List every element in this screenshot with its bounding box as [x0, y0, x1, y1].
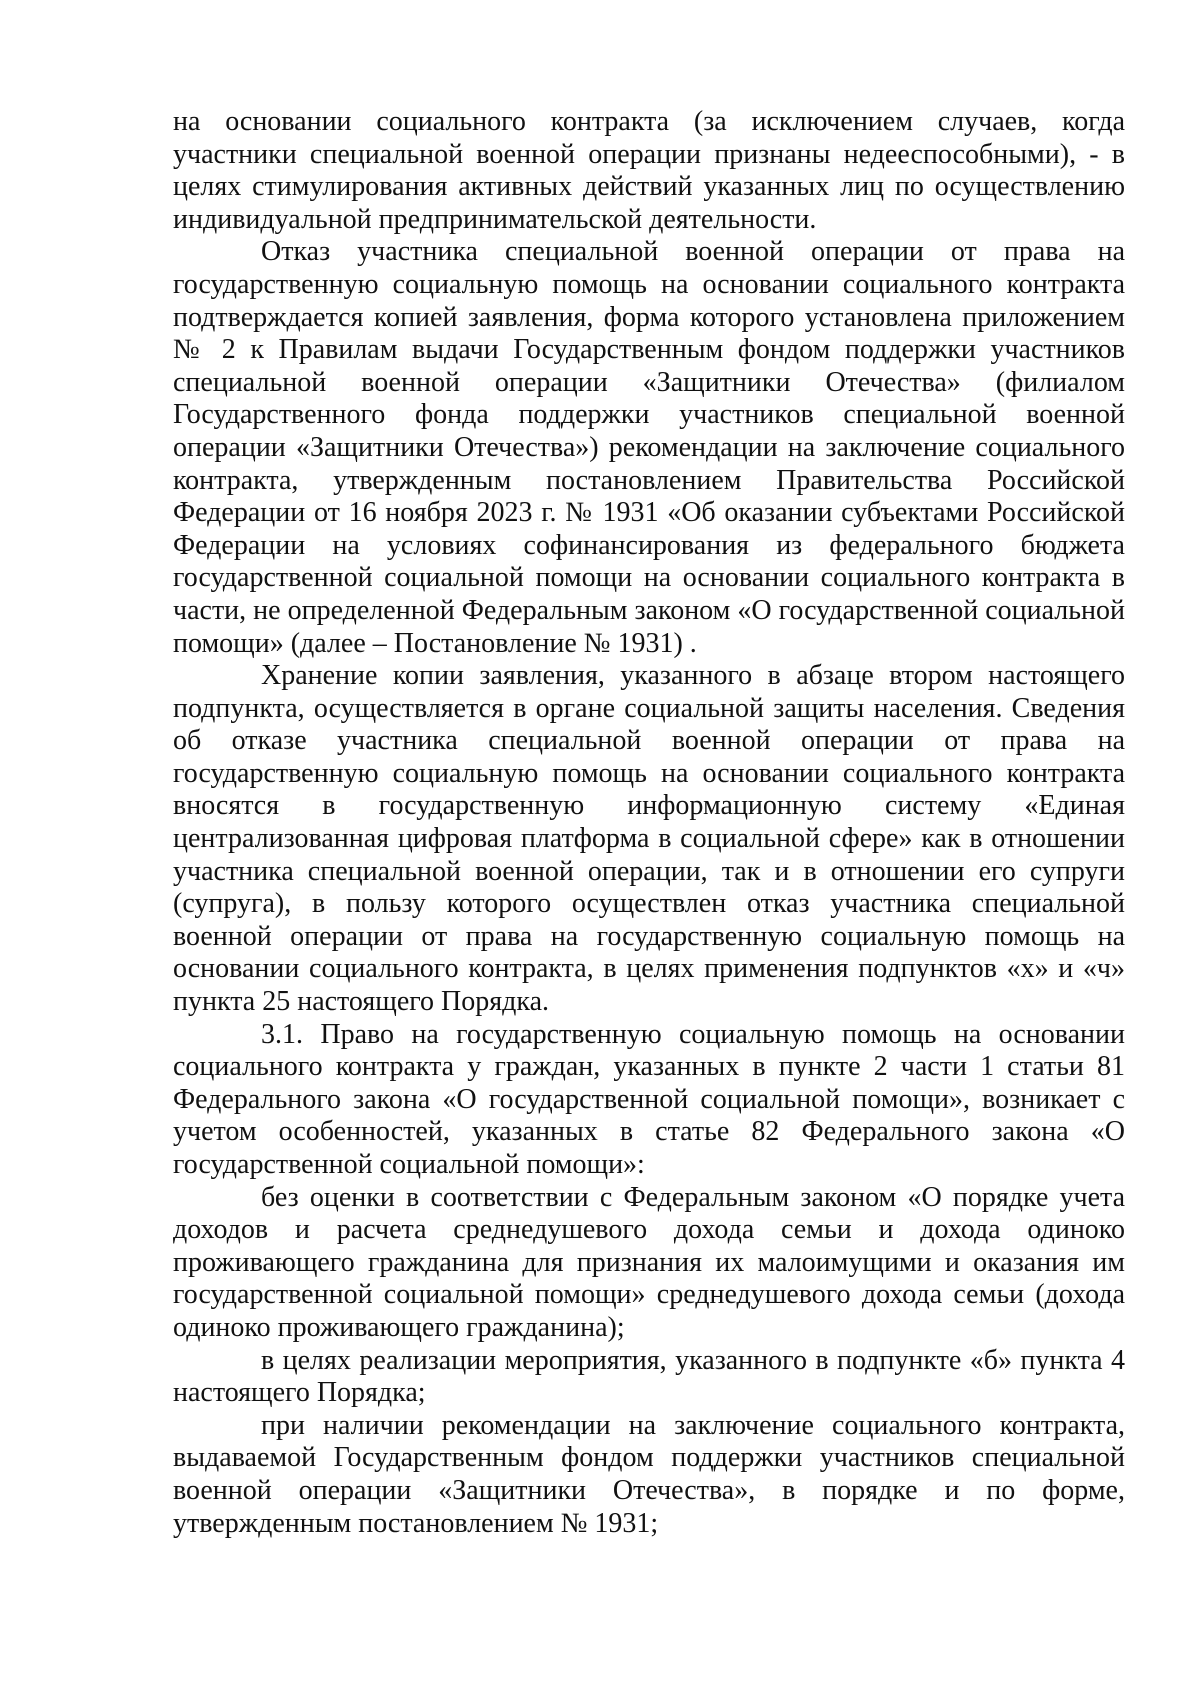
paragraph-7: при наличии рекомендации на заключение социального контракта, выдаваемой Государственным фондом поддержки участников специальной военной операции «Защитники Отечества», в порядке и по форме, утвержденным постановлением № 1931; — [173, 1409, 1125, 1539]
paragraph-1: на основании социального контракта (за исключением случаев, когда участники специальной военной операции признаны недееспособными), - в целях стимулирования активных действий указанных лиц по осуществлению индивидуальной предпринимательской деятельности. — [173, 106, 1125, 235]
document-page — [173, 106, 1125, 1540]
paragraph-5: без оценки в соответствии с Федеральным законом «О порядке учета доходов и расчета среднедушевого дохода семьи и дохода одиноко проживающего гражданина для признания их малоимущими и оказания им государственной социальной помощи» среднедушевого дохода семьи (дохода одиноко проживающего гражданина); — [173, 1181, 1125, 1343]
paragraph-2: Отказ участника специальной военной операции от права на государственную социальную помощь на основании социального контракта подтверждается копией заявления, форма которого установлена приложением № 2 к Правилам выдачи Государственным фондом поддержки участников специальной военной операции «Защитники Отечества» (филиалом Государственного фонда поддержки участников специальной военной операции «Защитники Отечества») рекомендации на заключение социального контракта, утвержденным постановлением Правительства Российской Федерации от 16 ноября 2023 г. № 1931 «Об оказании субъектами Российской Федерации на условиях софинансирования из федерального бюджета государственной социальной помощи на основании социального контракта в части, не определенной Федеральным законом «О государственной социальной помощи» (далее – Постановление № 1931) . — [173, 236, 1125, 659]
paragraph-4: 3.1. Право на государственную социальную помощь на основании социального контракта у граждан, указанных в пункте 2 части 1 статьи 81 Федерального закона «О государственной социальной помощи», возникает с учетом особенностей, указанных в статье 82 Федерального закона «О государственной социальной помощи»: — [173, 1018, 1125, 1180]
paragraph-3: Хранение копии заявления, указанного в абзаце втором настоящего подпункта, осуществляется в органе социальной защиты населения. Сведения об отказе участника специальной военной операции от права на государственную социальную помощь на основании социального контракта вносятся в государственную информационную систему «Единая централизованная цифровая платформа в социальной сфере» как в отношении участника специальной военной операции, так и в отношении его супруги (супруга), в пользу которого осуществлен отказ участника специальной военной операции от права на государственную социальную помощь на основании социального контракта, в целях применения подпунктов «х» и «ч» пункта 25 настоящего Порядка. — [173, 660, 1125, 1018]
paragraph-6: в целях реализации мероприятия, указанного в подпункте «б» пункта 4 настоящего Порядка; — [173, 1344, 1125, 1409]
